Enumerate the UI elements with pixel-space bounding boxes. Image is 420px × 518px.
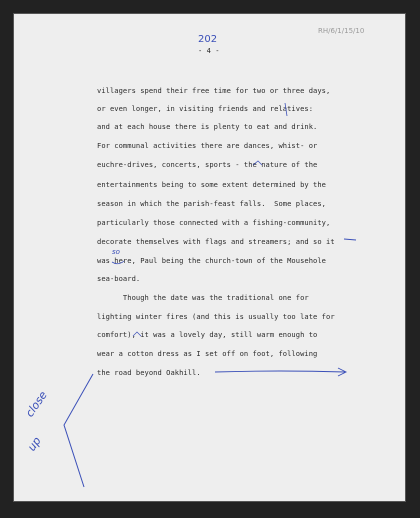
folio-number: 202: [198, 34, 218, 45]
text-line: season in which the parish-feast falls. Some places,: [97, 199, 327, 208]
archive-reference: RH/6/1/15/10: [318, 27, 365, 35]
text-line: sea-board.: [97, 274, 141, 283]
text-line: For communal activities there are dances, whist- or: [97, 141, 318, 150]
text-line: lighting winter fires (and this is usually too late for: [97, 312, 335, 321]
text-line: decorate themselves with flags and streamers; and so it: [97, 237, 335, 246]
so-insertion: so: [112, 248, 120, 256]
text-line: Though the date was the traditional one for: [97, 293, 309, 302]
page-number: - 4 -: [198, 46, 220, 55]
text-line: particularly those connected with a fishing-community,: [97, 218, 331, 227]
text-line: was here, Paul being the church-town of the Mousehole: [97, 256, 327, 265]
text-line: villagers spend their free time for two or three days,: [97, 86, 331, 95]
text-line: or even longer, in visiting friends and relatives:: [97, 104, 314, 113]
text-line: euchre-drives, concerts, sports - the nature of the: [97, 160, 318, 169]
text-line: wear a cotton dress as I set off on foot, following: [97, 349, 318, 358]
text-line: entertainments being to some extent determined by the: [97, 180, 327, 189]
text-line: and at each house there is plenty to eat and drink.: [97, 122, 318, 131]
close-up-note-line1: close: [23, 388, 50, 420]
text-line: the road beyond Oakhill.: [97, 368, 201, 377]
text-line: comfort), it was a lovely day, still warm enough to: [97, 330, 318, 339]
close-up-note-line2: up: [25, 434, 44, 454]
